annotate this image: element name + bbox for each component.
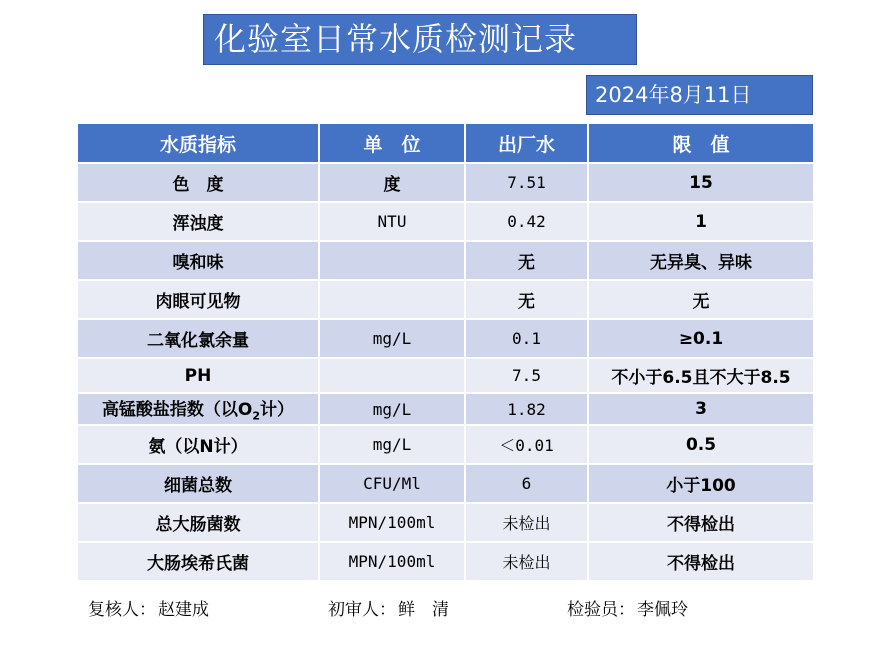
unit-cell: MPN/100ml [319, 542, 465, 581]
limit-cell: 3 [588, 393, 814, 425]
indicator-cell: 细菌总数 [77, 464, 319, 503]
value-cell: 1.82 [465, 393, 588, 425]
value-cell: 未检出 [465, 503, 588, 542]
table-header-row [77, 123, 814, 163]
reviewer-label: 复核人： [88, 600, 156, 620]
record-date: 2024年8月11日 [586, 75, 813, 115]
inspector-name: 李佩玲 [637, 600, 688, 620]
column-header-output-water: 出厂水 [465, 123, 588, 163]
indicator-subscript: 2 [252, 409, 261, 423]
inspector-label: 检验员： [567, 600, 635, 620]
value-cell: 7.5 [465, 358, 588, 393]
unit-cell: CFU/Ml [319, 464, 465, 503]
value-cell: 无 [465, 241, 588, 280]
indicator-cell: PH [77, 358, 319, 393]
limit-cell: 小于100 [588, 464, 814, 503]
first-reviewer-signature [328, 595, 449, 620]
table-row [77, 163, 814, 202]
indicator-cell: 氨（以N计） [77, 425, 319, 464]
indicator-cell: 大肠埃希氏菌 [77, 542, 319, 581]
limit-cell: 1 [588, 202, 814, 241]
indicator-cell: 二氧化氯余量 [77, 319, 319, 358]
column-header-limit: 限 值 [588, 123, 814, 163]
inspector-signature [567, 595, 688, 620]
unit-cell: NTU [319, 202, 465, 241]
value-cell: 7.51 [465, 163, 588, 202]
indicator-cell [77, 393, 319, 425]
table-row [77, 464, 814, 503]
value-cell: 0.42 [465, 202, 588, 241]
unit-cell: 度 [319, 163, 465, 202]
table-row [77, 319, 814, 358]
limit-cell: 0.5 [588, 425, 814, 464]
value-cell: 未检出 [465, 542, 588, 581]
column-header-unit: 单 位 [319, 123, 465, 163]
value-cell: 0.1 [465, 319, 588, 358]
indicator-cell: 肉眼可见物 [77, 280, 319, 319]
unit-cell [319, 280, 465, 319]
indicator-text: 计） [260, 400, 295, 421]
limit-cell: 15 [588, 163, 814, 202]
indicator-cell: 嗅和味 [77, 241, 319, 280]
value-cell: 无 [465, 280, 588, 319]
table-row [77, 202, 814, 241]
indicator-text: 高锰酸盐指数（以O [101, 400, 253, 421]
limit-cell: 不得检出 [588, 503, 814, 542]
indicator-cell: 总大肠菌数 [77, 503, 319, 542]
reviewer-signature [88, 595, 209, 620]
table-row [77, 241, 814, 280]
reviewer-name: 赵建成 [158, 600, 209, 620]
value-cell: ＜0.01 [465, 425, 588, 464]
table-row [77, 358, 814, 393]
unit-cell [319, 358, 465, 393]
unit-cell [319, 241, 465, 280]
table-row [77, 393, 814, 425]
table-row [77, 425, 814, 464]
table-row [77, 542, 814, 581]
limit-cell: ≥0.1 [588, 319, 814, 358]
water-quality-table [76, 122, 815, 582]
unit-cell: mg/L [319, 393, 465, 425]
page-title: 化验室日常水质检测记录 [203, 14, 637, 65]
limit-cell: 不得检出 [588, 542, 814, 581]
table-row [77, 503, 814, 542]
limit-cell: 无异臭、异味 [588, 241, 814, 280]
limit-cell: 无 [588, 280, 814, 319]
limit-cell: 不小于6.5且不大于8.5 [588, 358, 814, 393]
first-reviewer-label: 初审人： [328, 600, 396, 620]
column-header-indicator: 水质指标 [77, 123, 319, 163]
value-cell: 6 [465, 464, 588, 503]
first-reviewer-name: 鲜 清 [398, 600, 449, 620]
unit-cell: mg/L [319, 319, 465, 358]
indicator-cell: 色 度 [77, 163, 319, 202]
table-row [77, 280, 814, 319]
unit-cell: MPN/100ml [319, 503, 465, 542]
unit-cell: mg/L [319, 425, 465, 464]
indicator-cell: 浑浊度 [77, 202, 319, 241]
